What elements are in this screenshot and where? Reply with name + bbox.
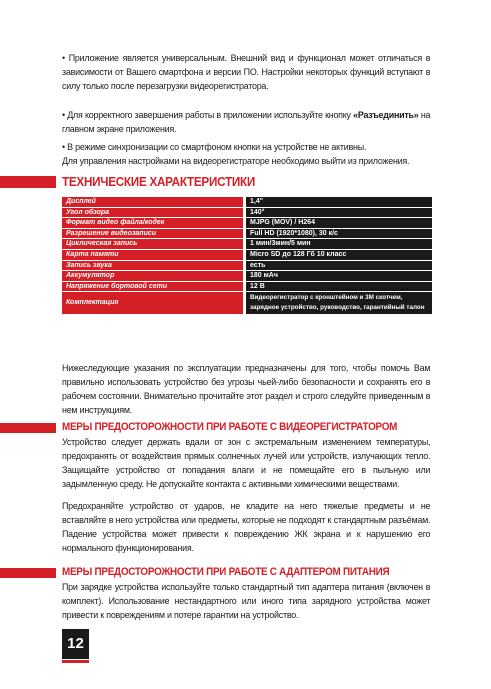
section-title-specs: ТЕХНИЧЕСКИЕ ХАРАКТЕРИСТИКИ (62, 174, 256, 189)
spec-label: Аккумулятор (62, 271, 243, 281)
spec-label: Напряжение бортовой сети (62, 282, 243, 292)
spec-value: 1,4" (246, 197, 432, 207)
spec-table (62, 197, 432, 315)
spec-value: MJPG (MOV) / H264 (246, 218, 432, 228)
section-bar-recorder (0, 423, 56, 433)
spec-row (62, 292, 432, 314)
spec-row (62, 271, 432, 281)
intro-paragraph-2-text: • Для корректного завершения работы в приложении используйте кнопку (62, 110, 354, 121)
page-number-accent-bar (62, 660, 89, 663)
spec-label: Запись звука (62, 261, 243, 271)
adapter-safety-paragraph: При зарядке устройства используйте только стандартный тип адаптера питания (включен в комплект). Использование нестандартного или иного типа зарядного устройства может привести к повреждениям и потере гарантии на устройство. (62, 582, 431, 621)
spec-label: Циклическая запись (62, 239, 243, 249)
section-bar-specs (0, 176, 56, 188)
disconnect-button-label: «Разъединить» (353, 110, 419, 121)
spec-value: 180 мАч (246, 271, 432, 281)
recorder-safety-paragraph-2: Предохраняйте устройство от ударов, не кладите на него тяжелые предметы и не вставляйте в него устройства или предметы, которые не подходят к стандартным разъёмам. Падение устройства может привести к повреждению ЖК экрана и к нарушению его нормального функционирования. (62, 501, 431, 554)
intro-paragraph-2 (62, 109, 430, 137)
intro-paragraph-1: • Приложение является универсальным. Внешний вид и функционал может отличаться в зависимости от Вашего смартфона и версии ПО. Настройки некоторых функций вступают в силу только после перезагрузки видеорегистратора. (62, 53, 431, 92)
spec-row (62, 261, 432, 271)
spec-value: есть (246, 261, 432, 271)
spec-row (62, 250, 432, 260)
spec-label: Комплектация (62, 292, 243, 314)
spec-value: 12 В (246, 282, 432, 292)
spec-value: Видеорегистратор с кронштейном и 3М скотчем, зарядное устройство, руководство, гарантийный талон (246, 292, 432, 314)
spec-row (62, 218, 432, 228)
intro-paragraph-4: Для управления настройками на видеорегистраторе необходимо выйти из приложения. (62, 156, 410, 167)
section-bar-adapter (0, 568, 56, 578)
spec-row (62, 197, 432, 207)
spec-value: 140° (246, 208, 432, 218)
spec-row (62, 282, 432, 292)
intro-paragraph-2-tail: на главном экране приложения. (62, 110, 431, 135)
page-number: 12 (67, 635, 84, 652)
spec-value: Full HD (1920*1080), 30 к/с (246, 229, 432, 239)
spec-label: Формат видео файла/кодек (62, 218, 243, 228)
recorder-safety-paragraph-1: Устройство следует держать вдали от зон с экстремальным изменением температуры, предохранять от воздействия прямых солнечных лучей или устройств, излучающих тепло. Защищайте устройство от попадания влаги и не помещайте его в пыльную или задымленную среду. Не допускайте контакта с активными химическими веществами. (62, 437, 431, 490)
spec-value: 1 мин/3мин/5 мин (246, 239, 432, 249)
spec-row (62, 208, 432, 218)
spec-label: Дисплей (62, 197, 243, 207)
guidance-paragraph: Нижеследующие указания по эксплуатации предназначены для того, чтобы помочь Вам правильно использовать устройство без угрозы чьей-либо безопасности и сохранять его в рабочем состоянии. Внимательно прочитайте этот раздел и строго следуйте приведенным в нем инструкциям. (62, 363, 431, 416)
spec-label: Угол обзора (62, 208, 243, 218)
spec-row (62, 229, 432, 239)
intro-paragraph-3: • В режиме синхронизации со смартфоном кнопки на устройстве не активны. (62, 142, 367, 153)
spec-row (62, 239, 432, 249)
spec-label: Разрешение видеозаписи (62, 229, 243, 239)
spec-value: Micro SD до 128 Гб 10 класс (246, 250, 432, 260)
section-title-recorder-safety: МЕРЫ ПРЕДОСТОРОЖНОСТИ ПРИ РАБОТЕ С ВИДЕОРЕГИСТРАТОРОМ (62, 421, 398, 433)
spec-label: Карта памяти (62, 250, 243, 260)
section-title-adapter-safety: МЕРЫ ПРЕДОСТОРОЖНОСТИ ПРИ РАБОТЕ С АДАПТЕРОМ ПИТАНИЯ (62, 566, 390, 578)
